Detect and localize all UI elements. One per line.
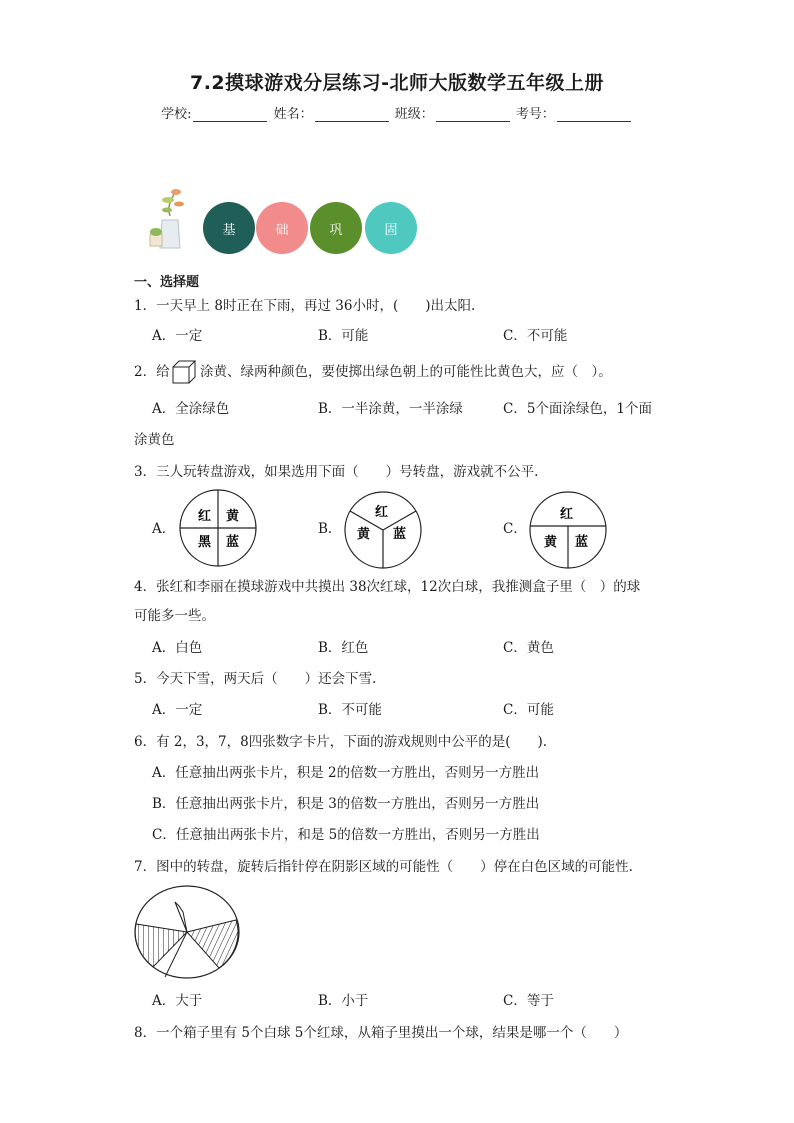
q6-option-c[interactable]: C．任意抽出两张卡片，和是 5的倍数一方胜出，否则另一方胜出 — [152, 827, 540, 843]
class-blank[interactable] — [436, 108, 510, 122]
number-blank[interactable] — [557, 108, 631, 122]
q4-option-b[interactable]: B．红色 — [318, 640, 369, 656]
q2-option-c[interactable]: C．5个面涂绿色，1个面 — [503, 401, 653, 417]
q1-option-b[interactable]: B．可能 — [318, 328, 369, 344]
banner-char-gong: 巩 — [310, 202, 362, 254]
q4-option-a[interactable]: A．白色 — [152, 640, 203, 656]
spinner-a-yellow: 黄 — [226, 509, 240, 524]
q2-option-a[interactable]: A．全涂绿色 — [152, 401, 230, 417]
question-4: 4．张红和李丽在摸球游戏中共摸出 38次红球，12次白球，我推测盒子里（ ）的球 — [134, 579, 641, 595]
q5-option-a[interactable]: A．一定 — [152, 702, 203, 718]
q5-option-b[interactable]: B．不可能 — [318, 702, 382, 718]
spinner-b-blue: 蓝 — [393, 527, 407, 542]
question-5: 5．今天下雪，两天后（ ）还会下雪. — [134, 671, 377, 687]
question-4-cont: 可能多一些。 — [134, 608, 215, 624]
q2-option-c-cont: 涂黄色 — [134, 432, 175, 448]
spinner-a-blue: 蓝 — [226, 535, 240, 550]
school-blank[interactable] — [193, 108, 267, 122]
q7-option-a[interactable]: A．大于 — [152, 993, 203, 1009]
spinner-shaded — [133, 884, 243, 980]
name-label: 姓名： — [273, 107, 313, 122]
spinner-c-red: 红 — [560, 507, 574, 522]
q6-option-b[interactable]: B．任意抽出两张卡片，积是 3的倍数一方胜出，否则另一方胜出 — [152, 796, 540, 812]
plant-vase-icon — [146, 186, 198, 254]
cube-icon — [170, 359, 198, 385]
question-6: 6．有 2，3，7，8四张数字卡片，下面的游戏规则中公平的是( ). — [134, 734, 548, 750]
name-blank[interactable] — [315, 108, 389, 122]
q2-option-b[interactable]: B．一半涂黄，一半涂绿 — [318, 401, 463, 417]
section-choice-heading: 一、选择题 — [134, 275, 200, 290]
page-title: 7.2摸球游戏分层练习-北师大版数学五年级上册 — [189, 72, 605, 94]
question-3: 3．三人玩转盘游戏，如果选用下面（ ）号转盘，游戏就不公平. — [134, 464, 539, 480]
question-8: 8．一个箱子里有 5个白球 5个红球，从箱子里摸出一个球，结果是哪一个（ ） — [134, 1025, 628, 1041]
spinner-c-yellow: 黄 — [544, 535, 558, 550]
spinner-a-black: 黑 — [198, 535, 212, 550]
q3-option-c[interactable]: C． — [503, 521, 527, 537]
banner-char-ji: 基 — [203, 202, 255, 254]
question-1: 1．一天早上 8时正在下雨，再过 36小时，( )出太阳. — [134, 298, 476, 314]
spinner-b-red: 红 — [375, 505, 389, 520]
banner-char-gu: 固 — [365, 202, 417, 254]
spinner-c-blue: 蓝 — [575, 535, 589, 550]
spinner-b — [343, 490, 423, 570]
q3-option-a[interactable]: A． — [152, 521, 176, 537]
question-2-prefix: 2．给 — [134, 364, 170, 380]
q1-option-c[interactable]: C．不可能 — [503, 328, 568, 344]
q1-option-a[interactable]: A．一定 — [152, 328, 203, 344]
class-label: 班级： — [394, 107, 434, 122]
spinner-b-yellow: 黄 — [357, 527, 371, 542]
school-label: 学校: — [161, 107, 192, 122]
q7-option-c[interactable]: C．等于 — [503, 993, 554, 1009]
q7-option-b[interactable]: B．小于 — [318, 993, 369, 1009]
spinner-a-red: 红 — [198, 509, 212, 524]
spinner-a — [178, 488, 258, 568]
q3-option-b[interactable]: B． — [318, 521, 342, 537]
q4-option-c[interactable]: C．黄色 — [503, 640, 554, 656]
student-info-line — [0, 103, 794, 122]
question-7: 7．图中的转盘，旋转后指针停在阴影区域的可能性（ ）停在白色区域的可能性. — [134, 859, 633, 875]
number-label: 考号： — [515, 107, 555, 122]
spinner-c — [528, 490, 608, 570]
q5-option-c[interactable]: C．可能 — [503, 702, 554, 718]
banner-char-chu: 础 — [256, 202, 308, 254]
q6-option-a[interactable]: A．任意抽出两张卡片，积是 2的倍数一方胜出，否则另一方胜出 — [152, 765, 540, 781]
question-2: 涂黄、绿两种颜色，要使掷出绿色朝上的可能性比黄色大，应（ ）。 — [200, 364, 612, 380]
